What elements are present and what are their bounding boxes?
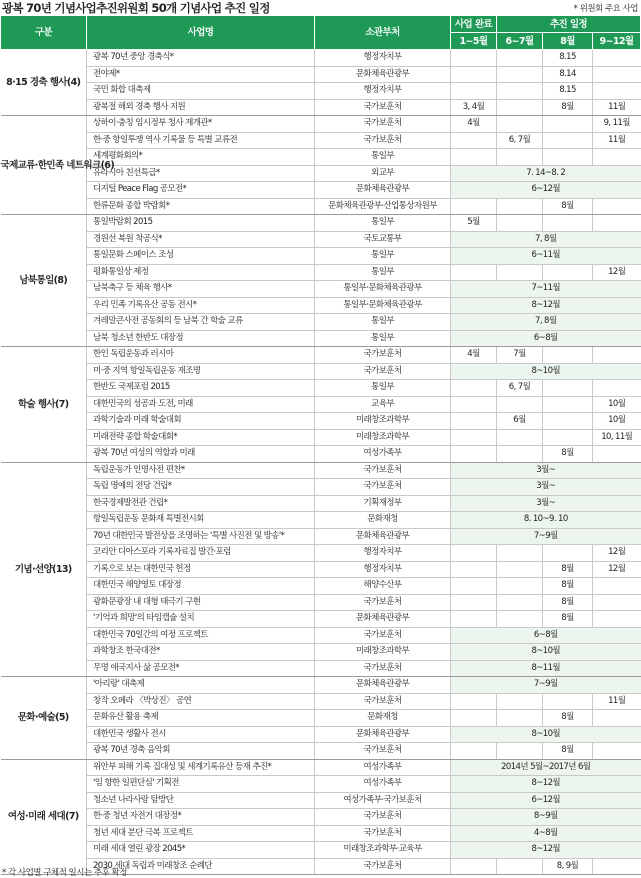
schedule-cell: 8월 [543, 710, 593, 727]
project-name: 한·중 청년 자전거 대장정* [87, 809, 315, 826]
header-done-period: 1~5월 [451, 33, 497, 50]
table-row [1, 611, 641, 628]
project-name: 전야제* [87, 66, 315, 83]
table-row [1, 116, 641, 133]
project-name: 창작 오페라 〈박상진〉 공연 [87, 693, 315, 710]
table-row [1, 825, 641, 842]
ministry-name: 국가보훈처 [315, 594, 451, 611]
schedule-span: 7. 14~8. 2 [451, 165, 641, 182]
ministry-name: 여성가족부 [315, 759, 451, 776]
schedule-cell: 8월 [543, 446, 593, 463]
schedule-cell [497, 264, 543, 281]
project-name: 미래 세대 열린 광장 2045* [87, 842, 315, 859]
header-category: 구분 [1, 16, 87, 50]
table-row [1, 512, 641, 529]
schedule-cell [543, 545, 593, 562]
schedule-cell [497, 594, 543, 611]
table-row [1, 743, 641, 760]
table-row [1, 83, 641, 100]
table-row [1, 66, 641, 83]
ministry-name: 국토교통부 [315, 231, 451, 248]
schedule-cell: 8, 9월 [543, 858, 593, 875]
schedule-cell: 8월 [543, 594, 593, 611]
ministry-name: 문화재청 [315, 710, 451, 727]
ministry-name: 문화체육관광부 [315, 726, 451, 743]
project-name: 우리 민족 기록유산 공동 전시* [87, 297, 315, 314]
project-name: 경원선 복원 착공식* [87, 231, 315, 248]
ministry-name: 국가보훈처 [315, 363, 451, 380]
schedule-cell: 3, 4월 [451, 99, 497, 116]
schedule-cell [543, 347, 593, 364]
ministry-name: 통일부 [315, 380, 451, 397]
ministry-name: 미래창조과학부 [315, 644, 451, 661]
table-row [1, 677, 641, 694]
table-row [1, 842, 641, 859]
schedule-span: 8. 10~9. 10 [451, 512, 641, 529]
project-name: 과학기술과 미래 학술대회 [87, 413, 315, 430]
schedule-span: 8~12월 [451, 297, 641, 314]
schedule-cell [543, 116, 593, 133]
schedule-cell [543, 264, 593, 281]
table-row [1, 281, 641, 298]
schedule-cell: 10, 11월 [593, 429, 641, 446]
table-row [1, 462, 641, 479]
schedule-cell [593, 611, 641, 628]
schedule-cell [497, 429, 543, 446]
schedule-body [1, 50, 641, 875]
schedule-cell [593, 578, 641, 595]
schedule-cell [543, 413, 593, 430]
project-name: 기록으로 보는 대한민국 헌정 [87, 561, 315, 578]
schedule-cell [497, 545, 543, 562]
project-name: 무명 애국지사 삶 공모전* [87, 660, 315, 677]
schedule-cell: 4월 [451, 347, 497, 364]
schedule-span: 4~8월 [451, 825, 641, 842]
table-row [1, 50, 641, 67]
schedule-cell: 12월 [593, 545, 641, 562]
ministry-name: 국가보훈처 [315, 462, 451, 479]
table-row [1, 149, 641, 166]
ministry-name: 통일부 [315, 330, 451, 347]
schedule-cell [451, 149, 497, 166]
ministry-name: 여성가족부 [315, 446, 451, 463]
schedule-span: 6~12월 [451, 182, 641, 199]
project-name: 대한민국의 성공과 도전, 미래 [87, 396, 315, 413]
table-row [1, 479, 641, 496]
ministry-name: 행정자치부 [315, 83, 451, 100]
project-name: 광화문광장 내 대형 태극기 구현 [87, 594, 315, 611]
category-cell: 남북통일(8) [1, 215, 87, 347]
ministry-name: 문화체육관광부 [315, 677, 451, 694]
project-name: '아리랑' 대축제 [87, 677, 315, 694]
ministry-name: 문화체육관광부 [315, 611, 451, 628]
project-name: 대한민국 해양영토 대장정 [87, 578, 315, 595]
schedule-cell: 10월 [593, 396, 641, 413]
project-name: 한인 독립운동과 러시아 [87, 347, 315, 364]
ministry-name: 국가보훈처 [315, 99, 451, 116]
project-name: 한국경제발전관 건립* [87, 495, 315, 512]
schedule-cell [451, 66, 497, 83]
ministry-name: 통일부 [315, 314, 451, 331]
schedule-span: 3월~ [451, 479, 641, 496]
schedule-span: 7~9월 [451, 677, 641, 694]
table-row [1, 248, 641, 265]
project-name: '기억과 희망'의 타임캡슐 설치 [87, 611, 315, 628]
table-row [1, 660, 641, 677]
header-period-9-12: 9~12월 [593, 33, 641, 50]
ministry-name: 여성가족부 [315, 776, 451, 793]
schedule-cell [497, 578, 543, 595]
schedule-span: 3월~ [451, 495, 641, 512]
ministry-name: 미래창조과학부 [315, 413, 451, 430]
table-row [1, 330, 641, 347]
schedule-cell: 6, 7월 [497, 380, 543, 397]
schedule-cell [543, 215, 593, 232]
schedule-cell [451, 743, 497, 760]
ministry-name: 국가보훈처 [315, 627, 451, 644]
project-name: 남북축구 등 체육 행사* [87, 281, 315, 298]
page-title: 광복 70년 기념사업추진위원회 50개 기념사업 추진 일정 [2, 1, 270, 15]
table-row [1, 215, 641, 232]
project-name: 대한민국 70일간의 여정 프로젝트 [87, 627, 315, 644]
ministry-name: 국가보훈처 [315, 743, 451, 760]
schedule-cell [497, 561, 543, 578]
ministry-name: 국가보훈처 [315, 809, 451, 826]
schedule-cell [593, 66, 641, 83]
table-row [1, 363, 641, 380]
ministry-name: 국가보훈처 [315, 132, 451, 149]
project-name: 통일박람회 2015 [87, 215, 315, 232]
schedule-span: 8~10월 [451, 363, 641, 380]
project-name: 광복 70년 경축 음악회 [87, 743, 315, 760]
table-row [1, 231, 641, 248]
schedule-cell [543, 396, 593, 413]
schedule-cell: 8월 [543, 561, 593, 578]
ministry-name: 문화체육관광부 [315, 66, 451, 83]
schedule-cell [451, 380, 497, 397]
schedule-cell [497, 116, 543, 133]
schedule-cell [451, 710, 497, 727]
schedule-cell [593, 83, 641, 100]
schedule-cell: 10월 [593, 413, 641, 430]
schedule-cell [593, 198, 641, 215]
schedule-cell [497, 743, 543, 760]
schedule-cell [451, 561, 497, 578]
project-name: 미래전략 종합 학술대회* [87, 429, 315, 446]
schedule-cell [593, 743, 641, 760]
table-row [1, 413, 641, 430]
header-project: 사업명 [87, 16, 315, 50]
table-row [1, 693, 641, 710]
schedule-cell: 5월 [451, 215, 497, 232]
project-name: 유라시아 친선특급* [87, 165, 315, 182]
project-name: 대한민국 생활사 전시 [87, 726, 315, 743]
ministry-name: 국가보훈처 [315, 858, 451, 875]
project-name: 위안부 피해 기록 집대성 및 세계기록유산 등재 추진* [87, 759, 315, 776]
ministry-name: 국가보훈처 [315, 660, 451, 677]
header-period-8: 8월 [543, 33, 593, 50]
project-name: 독립운동가 인명사전 편찬* [87, 462, 315, 479]
table-row [1, 792, 641, 809]
project-name: 청소년 나라사랑 탐방단 [87, 792, 315, 809]
schedule-cell: 7월 [497, 347, 543, 364]
ministry-name: 행정자치부 [315, 50, 451, 67]
project-name: 남북 청소년 한반도 대장정 [87, 330, 315, 347]
schedule-cell [451, 132, 497, 149]
schedule-cell [451, 578, 497, 595]
schedule-cell: 8월 [543, 578, 593, 595]
schedule-cell: 4월 [451, 116, 497, 133]
table-row [1, 710, 641, 727]
ministry-name: 통일부·문화체육관광부 [315, 281, 451, 298]
schedule-cell [543, 429, 593, 446]
schedule-cell [497, 611, 543, 628]
schedule-cell: 8월 [543, 198, 593, 215]
table-row [1, 429, 641, 446]
project-name: 디지털 Peace Flag 공모전* [87, 182, 315, 199]
project-name: 한반도 국제포럼 2015 [87, 380, 315, 397]
table-row [1, 446, 641, 463]
header-done: 사업 완료 [451, 16, 497, 33]
schedule-span: 7, 8월 [451, 314, 641, 331]
schedule-span: 6~12월 [451, 792, 641, 809]
schedule-cell [497, 693, 543, 710]
header-plan: 추진 일정 [497, 16, 641, 33]
schedule-cell [451, 545, 497, 562]
ministry-name: 국가보훈처 [315, 825, 451, 842]
schedule-span: 8~12월 [451, 776, 641, 793]
table-row [1, 644, 641, 661]
project-name: '임 향한 일편단심' 기획전 [87, 776, 315, 793]
schedule-span: 6~11월 [451, 248, 641, 265]
schedule-cell [497, 396, 543, 413]
top-footnote: * 위원회 주요 사업 [573, 4, 638, 14]
ministry-name: 문화재청 [315, 512, 451, 529]
project-name: 세계평화회의* [87, 149, 315, 166]
schedule-cell [497, 149, 543, 166]
table-row [1, 561, 641, 578]
schedule-cell [451, 858, 497, 875]
schedule-cell [497, 66, 543, 83]
schedule-cell [593, 710, 641, 727]
schedule-cell: 9, 11월 [593, 116, 641, 133]
schedule-cell: 11월 [593, 99, 641, 116]
schedule-span: 7~9월 [451, 528, 641, 545]
project-name: 평화통일상 제정 [87, 264, 315, 281]
ministry-name: 국가보훈처 [315, 479, 451, 496]
table-row [1, 578, 641, 595]
schedule-span: 7~11월 [451, 281, 641, 298]
ministry-name: 통일부 [315, 248, 451, 265]
schedule-cell [497, 198, 543, 215]
project-name: 청년 세대 분단 극복 프로젝트 [87, 825, 315, 842]
table-row [1, 347, 641, 364]
category-cell: 기념·선양(13) [1, 462, 87, 677]
schedule-cell [593, 858, 641, 875]
schedule-cell [543, 149, 593, 166]
schedule-span: 8~9월 [451, 809, 641, 826]
ministry-name: 국가보훈처 [315, 116, 451, 133]
schedule-cell [593, 149, 641, 166]
project-name: 한류문화 종합 박람회* [87, 198, 315, 215]
schedule-span: 8~10월 [451, 644, 641, 661]
table-row [1, 297, 641, 314]
schedule-span: 7, 8월 [451, 231, 641, 248]
schedule-cell: 11월 [593, 693, 641, 710]
table-row [1, 545, 641, 562]
project-name: 과학창조 한국대전* [87, 644, 315, 661]
table-row [1, 594, 641, 611]
schedule-cell [497, 710, 543, 727]
table-row [1, 264, 641, 281]
schedule-span: 2014년 5월~2017년 6월 [451, 759, 641, 776]
schedule-table [0, 15, 641, 875]
project-name: 광복 70년 여성의 역할과 미래 [87, 446, 315, 463]
ministry-name: 교육부 [315, 396, 451, 413]
schedule-cell [593, 446, 641, 463]
table-row [1, 809, 641, 826]
header-period-6-7: 6~7월 [497, 33, 543, 50]
schedule-cell [593, 215, 641, 232]
schedule-cell [593, 347, 641, 364]
table-row [1, 627, 641, 644]
schedule-cell: 8월 [543, 743, 593, 760]
table-row [1, 132, 641, 149]
schedule-cell [451, 429, 497, 446]
schedule-cell [497, 50, 543, 67]
project-name: 문화유산 활용 축제 [87, 710, 315, 727]
schedule-cell: 8월 [543, 611, 593, 628]
schedule-cell [497, 858, 543, 875]
project-name: 국민 화합 대축제 [87, 83, 315, 100]
ministry-name: 통일부 [315, 264, 451, 281]
project-name: 70년 대한민국 발전상을 조명하는 '특별 사진전 및 방송'* [87, 528, 315, 545]
ministry-name: 통일부 [315, 215, 451, 232]
project-name: 광복 70년 중앙 경축식* [87, 50, 315, 67]
schedule-cell [543, 693, 593, 710]
category-cell: 학술 행사(7) [1, 347, 87, 463]
schedule-cell [451, 413, 497, 430]
table-row [1, 396, 641, 413]
table-row [1, 198, 641, 215]
table-row [1, 99, 641, 116]
schedule-cell: 6월 [497, 413, 543, 430]
ministry-name: 문화체육관광부·산업통상자원부 [315, 198, 451, 215]
schedule-cell: 11월 [593, 132, 641, 149]
project-name: 독립 명예의 전당 건립* [87, 479, 315, 496]
ministry-name: 미래창조과학부·교육부 [315, 842, 451, 859]
schedule-span: 8~10월 [451, 726, 641, 743]
ministry-name: 국가보훈처 [315, 693, 451, 710]
ministry-name: 해양수산부 [315, 578, 451, 595]
header-ministry: 소관부처 [315, 16, 451, 50]
table-row [1, 528, 641, 545]
schedule-cell [497, 83, 543, 100]
schedule-cell [451, 83, 497, 100]
schedule-cell [543, 132, 593, 149]
ministry-name: 행정자치부 [315, 561, 451, 578]
bottom-footnote: * 각 사업별 구체적 일시는 추후 확정 [2, 868, 127, 878]
project-name: 2030 세대 독립과 미래창조 순례단 [87, 858, 315, 875]
schedule-cell [451, 264, 497, 281]
project-name: 광복절 해외 경축 행사 지원 [87, 99, 315, 116]
schedule-cell [593, 50, 641, 67]
table-row [1, 182, 641, 199]
schedule-cell [497, 99, 543, 116]
ministry-name: 여성가족부·국가보훈처 [315, 792, 451, 809]
schedule-cell: 12월 [593, 264, 641, 281]
ministry-name: 통일부 [315, 149, 451, 166]
project-name: 상하이·충칭 임시정부 청사 재개관* [87, 116, 315, 133]
ministry-name: 외교부 [315, 165, 451, 182]
schedule-cell [497, 446, 543, 463]
schedule-cell [497, 215, 543, 232]
schedule-cell [451, 198, 497, 215]
schedule-span: 3월~ [451, 462, 641, 479]
project-name: 코리안 디아스포라 기록자료집 발간·포럼 [87, 545, 315, 562]
ministry-name: 기획재정부 [315, 495, 451, 512]
schedule-cell [451, 396, 497, 413]
schedule-cell: 8.14 [543, 66, 593, 83]
project-name: 겨레말큰사전 공동회의 등 남북 간 학술 교류 [87, 314, 315, 331]
category-cell: 8·15 경축 행사(4) [1, 50, 87, 116]
category-cell: 여성·미래 세대(7) [1, 759, 87, 875]
schedule-cell: 6, 7월 [497, 132, 543, 149]
schedule-cell [593, 594, 641, 611]
schedule-cell [451, 594, 497, 611]
schedule-cell [451, 50, 497, 67]
table-row [1, 776, 641, 793]
schedule-cell [543, 380, 593, 397]
ministry-name: 문화체육관광부 [315, 182, 451, 199]
table-row [1, 759, 641, 776]
category-cell: 문화·예술(5) [1, 677, 87, 760]
table-row [1, 380, 641, 397]
schedule-cell: 8월 [543, 99, 593, 116]
project-name: 미·중 지역 항일독립운동 재조명 [87, 363, 315, 380]
schedule-cell [593, 380, 641, 397]
schedule-cell [451, 446, 497, 463]
schedule-cell: 12월 [593, 561, 641, 578]
schedule-cell [451, 611, 497, 628]
project-name: 통일문화 스페이스 조성 [87, 248, 315, 265]
ministry-name: 행정자치부 [315, 545, 451, 562]
table-row [1, 165, 641, 182]
category-cell: 국제교류·한민족 네트워크(6) [1, 116, 87, 215]
schedule-span: 6~8월 [451, 627, 641, 644]
table-row [1, 314, 641, 331]
project-name: 한·중 항일투쟁 역사 기록물 등 특별 교류전 [87, 132, 315, 149]
schedule-cell: 8.15 [543, 83, 593, 100]
ministry-name: 국가보훈처 [315, 347, 451, 364]
schedule-span: 6~8월 [451, 330, 641, 347]
schedule-cell: 8.15 [543, 50, 593, 67]
ministry-name: 문화체육관광부 [315, 528, 451, 545]
table-row [1, 726, 641, 743]
ministry-name: 미래창조과학부 [315, 429, 451, 446]
table-row [1, 495, 641, 512]
project-name: 항일독립운동 문화재 특별전시회 [87, 512, 315, 529]
schedule-span: 8~12월 [451, 842, 641, 859]
schedule-span: 8~11월 [451, 660, 641, 677]
schedule-cell [451, 693, 497, 710]
ministry-name: 통일부·문화체육관광부 [315, 297, 451, 314]
